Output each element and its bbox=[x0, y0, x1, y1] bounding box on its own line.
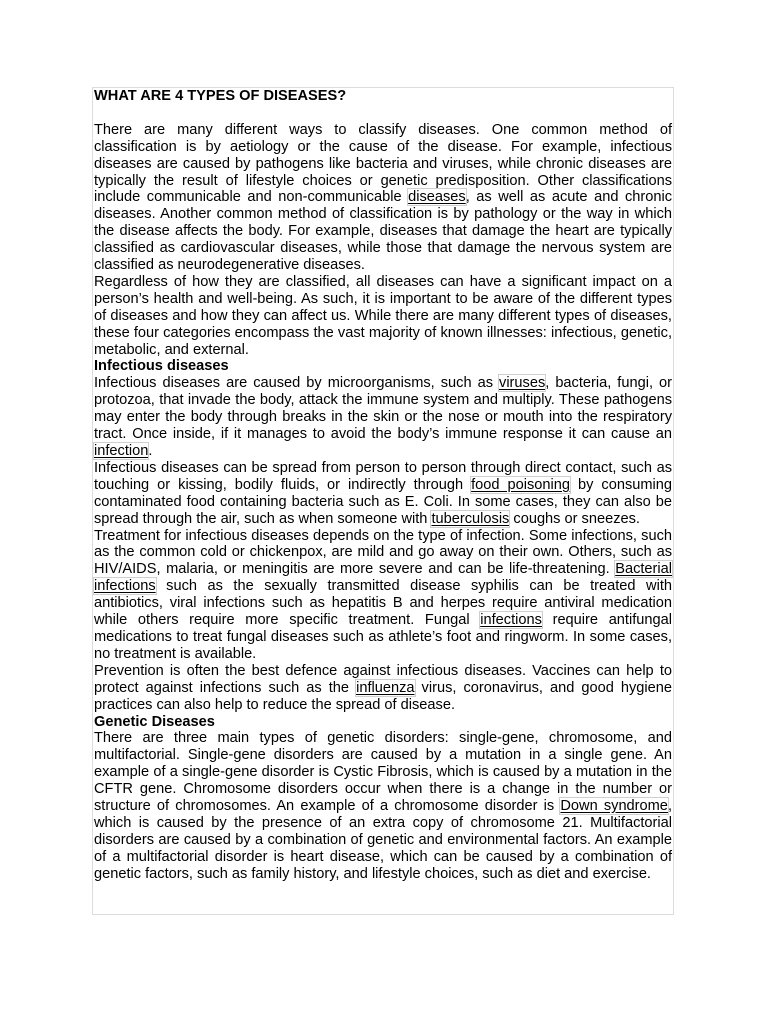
genetic-heading: Genetic Diseases bbox=[94, 713, 215, 730]
paragraph-text: Infectious diseases can be spread from person to person through direct contact, such as touching or kissing, bodily fluids, or indirectly through bbox=[94, 459, 672, 493]
page-title: WHAT ARE 4 TYPES OF DISEASES? bbox=[94, 88, 347, 104]
genetic-paragraph-1 bbox=[94, 730, 672, 882]
viruses-link[interactable]: viruses bbox=[499, 375, 546, 392]
paragraph-text: Prevention is often the best defence against infectious diseases. Vaccines can help to protect against infections such as the bbox=[94, 662, 672, 696]
diseases-link[interactable]: diseases bbox=[408, 189, 466, 206]
tuberculosis-link[interactable]: tuberculosis bbox=[431, 510, 510, 527]
paragraph-text: coughs or sneezes. bbox=[509, 510, 640, 527]
infectious-paragraph-1 bbox=[94, 375, 672, 460]
paragraph-text: Infectious diseases are caused by microorganisms, such as bbox=[94, 375, 500, 392]
paragraph-text: There are three main types of genetic disorders: single-gene, chromosome, and multifactorial. Single-gene disorders are caused by a mutation in a single gene. An example of a single-gene disorder is Cystic Fibrosis, which is caused by a mutation in the CFTR gene. Chromosome disorders occur when there is a change in the number or structure of chromosomes. An example of a chromosome disorder is bbox=[94, 730, 672, 815]
infectious-heading: Infectious diseases bbox=[94, 358, 229, 375]
paragraph-text: . bbox=[148, 443, 153, 460]
influenza-link[interactable]: influenza bbox=[356, 679, 415, 696]
paragraph-text: , which is caused by the presence of an extra copy of chromosome 21. Multifactorial disorders are caused by a combination of genetic and environmental factors. An example of a multifactorial disorder is heart disease, which can be caused by a combination of genetic factors, such as family history, and lifestyle choices, such as diet and exercise. bbox=[94, 798, 672, 882]
infectious-paragraph-2 bbox=[94, 460, 672, 528]
food-poisoning-link[interactable]: food poisoning bbox=[471, 476, 570, 493]
down-syndrome-link[interactable]: Down syndrome bbox=[560, 798, 668, 815]
paragraph-text: virus, coronavirus, and good hygiene practices can also help to reduce the spread of disease. bbox=[94, 679, 672, 713]
intro-text: There are many different ways to classify diseases. One common method of classification is by aetiology or the cause of the disease. For example, infectious diseases are caused by pathogens like bacteria and viruses, while chronic diseases are typically the result of lifestyle choices or genetic predisposition. Other classifications include communicable and non-communicable bbox=[94, 121, 672, 206]
infection-link[interactable]: infection bbox=[94, 443, 149, 460]
paragraph-text: such as the sexually transmitted disease syphilis can be treated with antibiotics, viral infections such as hepatitis B and herpes require antiviral medication while others require more specific treatment. Fungal bbox=[94, 578, 672, 629]
infections-link[interactable]: infections bbox=[480, 612, 542, 629]
infectious-paragraph-3 bbox=[94, 528, 672, 663]
infectious-paragraph-4 bbox=[94, 663, 672, 714]
intro-paragraph-2: Regardless of how they are classified, all diseases can have a significant impact on a person’s health and well-being. As such, it is important to be aware of the different types of diseases and how they can affect us. While there are many different types of diseases, these four categories encompass the vast majority of known illnesses: infectious, genetic, metabolic, and external. bbox=[94, 273, 672, 358]
paragraph-text: by consuming contaminated food containing bacteria such as E. Coli. In some cases, they can also be spread through the air, such as when someone with bbox=[94, 476, 672, 527]
intro-paragraph-1 bbox=[94, 122, 672, 274]
paragraph-text: , bacteria, fungi, or protozoa, that invade the body, attack the immune system and multiply. These pathogens may enter the body through breaks in the skin or the nose or mouth into the respiratory tract. Once inside, if it manages to avoid the body’s immune response it can cause an bbox=[94, 375, 672, 443]
paragraph-text: require antifungal medications to treat fungal diseases such as athlete’s foot and ringworm. In some cases, no treatment is available. bbox=[94, 612, 672, 662]
intro-text: , as well as acute and chronic diseases. Another common method of classification is by pathology or the way in which the disease affects the body. For example, diseases that damage the heart are typically classified as cardiovascular diseases, while those that damage the nervous system are classified as neurodegenerative diseases. bbox=[94, 189, 673, 274]
document-page bbox=[92, 87, 674, 915]
paragraph-text: Treatment for infectious diseases depends on the type of infection. Some infections, such as the common cold or chickenpox, are mild and go away on their own. Others, such as HIV/AIDS, malaria, or meningitis are more severe and can be life-threatening. bbox=[94, 527, 672, 578]
bacterial-infections-link[interactable]: Bacterial infections bbox=[94, 561, 672, 595]
